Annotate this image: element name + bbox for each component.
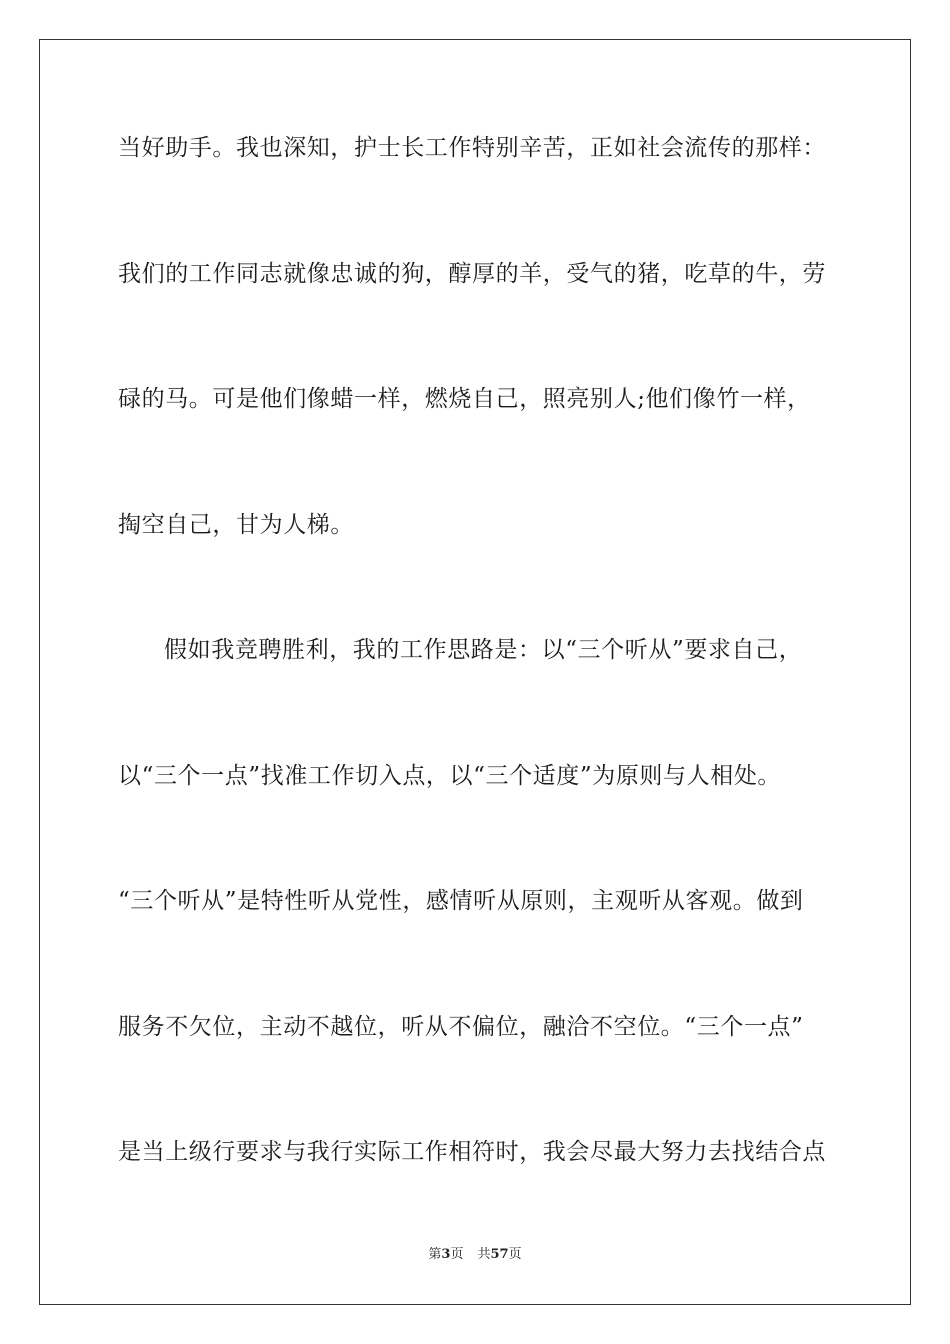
total-suffix: 页 (508, 1247, 522, 1262)
body-text-line-4: 掏空自己，甘为人梯。 (118, 512, 354, 538)
body-text-line-2: 我们的工作同志就像忠诚的狗，醇厚的羊，受气的猪，吃草的牛，劳 (118, 261, 826, 287)
page-border (39, 39, 911, 1305)
body-text-line-3: 碌的马。可是他们像蜡一样，燃烧自己，照亮别人;他们像竹一样， (118, 386, 811, 412)
page-suffix: 页 (450, 1247, 464, 1262)
page-number: 3 (441, 1247, 451, 1262)
body-text-line-8: 服务不欠位，主动不越位，听从不偏位，融洽不空位。“三个一点” (118, 1014, 804, 1040)
total-prefix: 共 (477, 1247, 491, 1262)
total-pages: 57 (490, 1247, 509, 1262)
body-text-line-7: “三个听从”是特性听从党性，感情听从原则，主观听从客观。做到 (118, 888, 804, 914)
page-footer (0, 1246, 950, 1264)
body-text-line-5: 假如我竞聘胜利，我的工作思路是：以“三个听从”要求自己， (164, 637, 803, 663)
page-prefix: 第 (428, 1247, 442, 1262)
body-text-line-9: 是当上级行要求与我行实际工作相符时，我会尽最大努力去找结合点 (118, 1139, 826, 1165)
body-text-line-1: 当好助手。我也深知，护士长工作特别辛苦，正如社会流传的那样： (118, 135, 826, 161)
body-text-line-6: 以“三个一点”找准工作切入点，以“三个适度”为原则与人相处。 (118, 763, 782, 789)
